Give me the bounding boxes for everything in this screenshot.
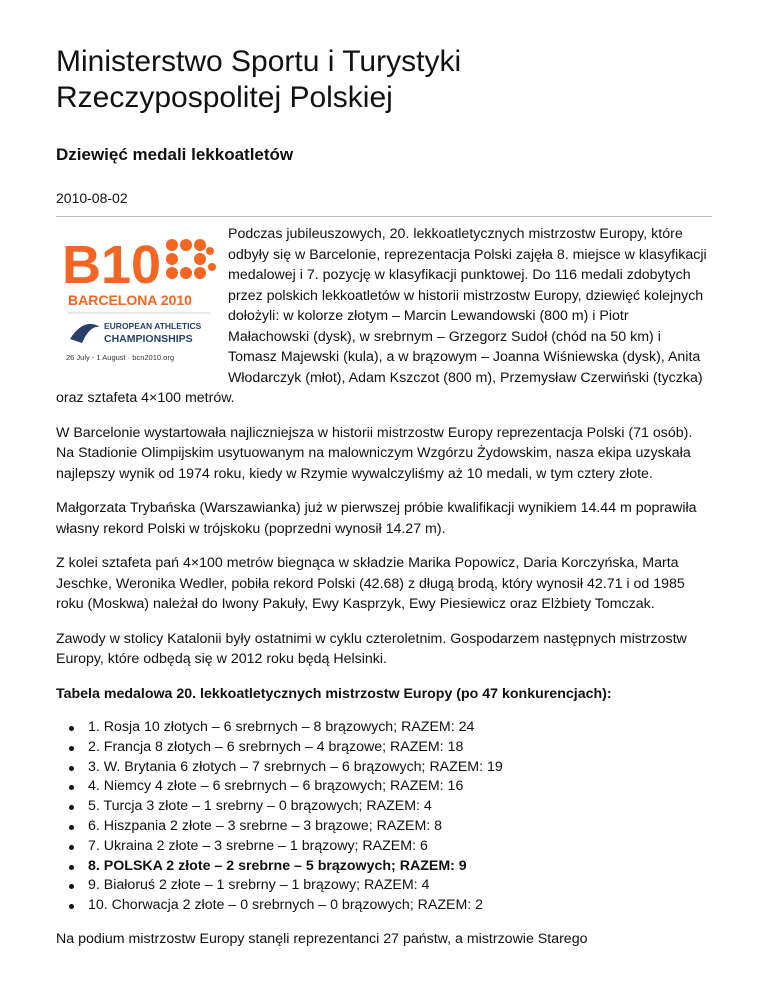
logo-dates-text: 26 July - 1 August · bcn2010.org [66,353,174,362]
divider [56,216,712,217]
closing-paragraph: Na podium mistrzostw Europy stanęli reprezentanci 27 państw, a mistrzowie Starego [56,930,588,947]
list-item: 1. Rosja 10 złotych – 6 srebrnych – 8 brązowych; RAZEM: 24 [56,718,712,738]
article-headline: Dziewięć medali lekkoatletów [56,145,294,164]
medal-table-heading: Tabela medalowa 20. lekkoatletycznych mistrzostw Europy (po 47 konkurencjach): [56,685,612,702]
paragraph-next-championships: Zawody w stolicy Katalonii były ostatnimi w cyklu czteroletnim. Gospodarzem następnych mistrzostw Europy, które odbędą się w 2012 roku będą Helsinki. [56,630,687,667]
logo-b10-text: B10 [62,235,162,295]
list-item: 9. Białoruś 2 złote – 1 srebrny – 1 brązowy; RAZEM: 4 [56,876,712,896]
logo-event-line1: EUROPEAN ATHLETICS [104,321,202,331]
list-item-poland: 8. POLSKA 2 złote – 2 srebrne – 5 brązowych; RAZEM: 9 [56,857,712,877]
logo-city-text: BARCELONA 2010 [68,292,192,308]
intro-paragraph-text: Podczas jubileuszowych, 20. lekkoatletycznych mistrzostw Europy, które odbyły się w Barcelonie, reprezentacja Polski zajęła 8. miejsce w klasyfikacji medalowej i 7. pozycję w klasyfikacji punktowej. Do 116 medali zdobytych przez polskich lekkoatletów w historii mistrzostw Europy, dziewięć kolejnych dołożyli: w kolorze złotym – Marcin Lewandowski (800 m) i Piotr Małachowski (dysk), w srebrnym – Grzegorz Sudoł (chód na 50 km) i Tomasz Majewski (kula), a w brązowym – Joanna Wiśniewska (dysk), Anita Włodarczyk (młot), Adam Kszczot (800 m), Przemysław Czerwiński (tyczka) oraz sztafeta 4×100 metrów. [56,226,707,406]
logo-event-line2: CHAMPIONSHIPS [104,333,193,345]
logo-graphic [60,227,220,367]
list-item: 2. Francja 8 złotych – 6 srebrnych – 4 brązowe; RAZEM: 18 [56,738,712,758]
medal-table-list [56,718,712,916]
list-item: 6. Hiszpania 2 złote – 3 srebrne – 3 brązowe; RAZEM: 8 [56,817,712,837]
organization-title [56,0,712,116]
list-item: 7. Ukraina 2 złote – 3 srebrne – 1 brązowy; RAZEM: 6 [56,837,712,857]
paragraph-team: W Barcelonie wystartowała najliczniejsza w historii mistrzostw Europy reprezentacja Polski (71 osób). Na Stadionie Olimpijskim usytuowanym na malowniczym Wzgórzu Żydowskim, nasza ekipa uzyskała najlepszy wynik od 1974 roku, kiedy w Rzymie wywalczyliśmy aż 10 medali, w tym cztery złote. [56,424,693,482]
paragraph-relay: Z kolei sztafeta pań 4×100 metrów biegnąca w składzie Marika Popowicz, Daria Korczyńska, Marta Jeschke, Weronika Wedler, pobiła rekord Polski (42.68) z długą brodą, który wynosił 42.71 i od 1985 roku (Moskwa) należał do Iwony Pakuły, Ewy Kasprzyk, Ewy Piesiewicz oraz Elżbiety Tomczak. [56,555,685,612]
organization-title-line2: Rzeczypospolitej Polskiej [56,81,393,114]
organization-title-line1: Ministerstwo Sportu i Turystyki [56,45,462,78]
list-item: 5. Turcja 3 złote – 1 srebrny – 0 brązowych; RAZEM: 4 [56,797,712,817]
barcelona-2010-logo [60,227,220,367]
intro-paragraph [56,224,712,409]
article-date: 2010-08-02 [56,190,128,206]
list-item: 4. Niemcy 4 złote – 6 srebrnych – 6 brązowych; RAZEM: 16 [56,777,712,797]
list-item: 10. Chorwacja 2 złote – 0 srebrnych – 0 brązowych; RAZEM: 2 [56,896,712,916]
list-item: 3. W. Brytania 6 złotych – 7 srebrnych – 6 brązowych; RAZEM: 19 [56,758,712,778]
paragraph-triple-jump: Małgorzata Trybańska (Warszawianka) już w pierwszej próbie kwalifikacji wynikiem 14.44 m poprawiła własny rekord Polski w trójskoku (poprzedni wynosił 14.27 m). [56,500,697,537]
article-body [56,224,712,949]
